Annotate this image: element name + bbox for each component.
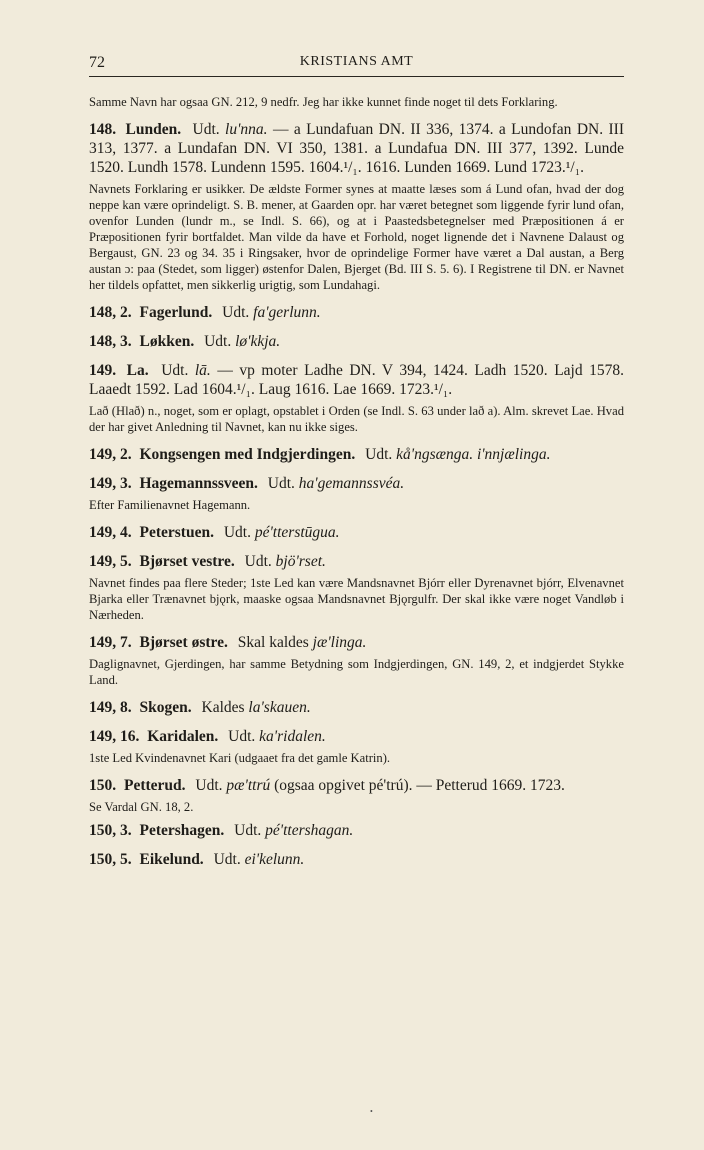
entry-udt: Kaldes <box>201 699 245 716</box>
entry-name: Karidalen. <box>147 728 219 745</box>
entry-udt: Udt. <box>192 121 220 138</box>
entry-pronunciation: lø'kkja. <box>235 333 281 350</box>
entry-number: 148, 2. <box>89 304 132 321</box>
entry-149-5 <box>89 552 624 571</box>
entry-number: 148. <box>89 121 117 138</box>
entry-149-3 <box>89 474 624 493</box>
entry-number: 149, 3. <box>89 475 132 492</box>
entry-pronunciation: lā. <box>194 362 211 379</box>
entry-name: Lunden. <box>125 121 182 138</box>
entry-udt: Udt. <box>195 777 223 794</box>
entry-number: 149, 4. <box>89 524 132 541</box>
entry-pronunciation: pæ'ttrú <box>226 777 271 794</box>
entry-udt: Udt. <box>267 475 295 492</box>
entry-148-2 <box>89 303 624 322</box>
entry-udt: Skal kaldes <box>237 634 309 651</box>
entry-name: Eikelund. <box>139 851 204 868</box>
entry-pronunciation: pé'tterstūgua. <box>254 524 340 541</box>
entry-149-8 <box>89 698 624 717</box>
entry-name: Petershagen. <box>139 822 225 839</box>
entry-name: Kongsengen med Indgjerdingen. <box>139 446 356 463</box>
entry-pronunciation: la'skauen. <box>248 699 311 716</box>
entry-pronunciation: pé'ttershagan. <box>265 822 354 839</box>
entry-148-3 <box>89 332 624 351</box>
note-bjorset: Navnet findes paa flere Steder; 1ste Led kan være Mandsnavnet Bjórr eller Dyrenavnet bjórr, Elvenavnet Bjarka eller Trænavnet bjǫrk, maaske ogsaa Mandsnavnet Bjǫrgulfr. Der skal ikke være noget Vandløb i Nærheden. <box>89 576 624 622</box>
entry-150-3 <box>89 821 624 840</box>
entry-pronunciation: ei'kelunn. <box>244 851 305 868</box>
note-bjorset-ostre: Daglignavnet, Gjerdingen, har samme Betydning som Indgjerdingen, GN. 149, 2, et indgjerdet Stykke Land. <box>89 657 624 687</box>
entry-pronunciation: ka'ridalen. <box>259 728 326 745</box>
entry-number: 149, 2. <box>89 446 132 463</box>
page-number: 72 <box>89 54 105 71</box>
page-header <box>89 54 624 77</box>
entry-number: 150, 3. <box>89 822 132 839</box>
entry-forms: — a Lundafuan DN. II 336, 1374. a Lundofan DN. III 313, 1377. a Lundafan DN. VI 350, 1381. a Lundafua DN. III 377, 1392. Lunde 1520. Lundh 1578. Lundenn 1595. 1604.¹/₁. 1616. Lunden 1669. Lund 1723.¹/₁. <box>89 121 624 176</box>
entry-name: Peterstuen. <box>139 524 214 541</box>
entry-pronunciation: fa'gerlunn. <box>253 304 321 321</box>
entry-name: Bjørset østre. <box>139 634 228 651</box>
entry-number: 149. <box>89 362 117 379</box>
entry-number: 150, 5. <box>89 851 132 868</box>
entry-149-16 <box>89 727 624 746</box>
entry-udt: Udt. <box>228 728 256 745</box>
page-body <box>89 94 624 879</box>
entry-name: Fagerlund. <box>139 304 213 321</box>
entry-udt: Udt. <box>244 553 272 570</box>
entry-number: 148, 3. <box>89 333 132 350</box>
entry-udt: Udt. <box>234 822 262 839</box>
entry-pronunciation: jæ'linga. <box>312 634 367 651</box>
entry-number: 149, 8. <box>89 699 132 716</box>
entry-forms: — vp moter Ladhe DN. V 394, 1424. Ladh 1520. Lajd 1578. Laaedt 1592. Lad 1604.¹/₁. Laug 1616. Lae 1669. 1723.¹/₁. <box>89 362 625 398</box>
entry-pronunciation: bjö'rset. <box>275 553 326 570</box>
entry-pronunciation: kå'ngsænga. i'nnjælinga. <box>396 446 551 463</box>
note-hagemann: Efter Familienavnet Hagemann. <box>89 498 251 512</box>
entry-udt: Udt. <box>222 304 250 321</box>
entry-number: 149, 5. <box>89 553 132 570</box>
entry-udt: Udt. <box>365 446 393 463</box>
entry-forms: (ogsaa opgivet pé'trú). — Petterud 1669. 1723. <box>270 777 565 794</box>
entry-name: Bjørset vestre. <box>139 553 235 570</box>
running-head: KRISTIANS AMT <box>299 54 414 69</box>
entry-udt: Udt. <box>161 362 189 379</box>
entry-149-4 <box>89 523 624 542</box>
entry-number: 150. <box>89 777 117 794</box>
entry-udt: Udt. <box>213 851 241 868</box>
entry-number: 149, 7. <box>89 634 132 651</box>
entry-name: La. <box>126 362 149 379</box>
entry-pronunciation: lu'nna. <box>225 121 268 138</box>
intro-note: Samme Navn har ogsaa GN. 212, 9 nedfr. Jeg har ikke kunnet finde noget til dets Forklaring. <box>89 95 558 109</box>
note-la: Lað (Hlað) n., noget, som er oplagt, opstablet i Orden (se Indl. S. 63 under lað a). Alm. skrevet Lae. Hvad der har givet Anledning til Navnet, kan nu ikke siges. <box>89 404 624 434</box>
entry-149-7 <box>89 633 624 652</box>
entry-name: Skogen. <box>139 699 192 716</box>
entry-150 <box>89 776 624 795</box>
entry-number: 149, 16. <box>89 728 140 745</box>
footer-mark: • <box>370 1107 373 1116</box>
entry-150-5 <box>89 850 624 869</box>
entry-149-2 <box>89 445 624 464</box>
note-lunden: Navnets Forklaring er usikker. De ældste Former synes at maatte læses som á Lund ofan, hvad der dog neppe kan være oprindeligt. S. B. mener, at Gaarden opr. har været betegnet som liggende fyrir lund ofan, ovenfor Lunden (lundr m., se Indl. S. 66), og at i Paastedsbetegnelser med Præpositionen á er Præpositionen fyrir bortfaldet. Man vilde da have et Forhold, noget lignende det i Navnene Dalaust og Bergaust, GN. 23 og 34. 35 i Ringsaker, hvor de oprindelige Former have været a Dal austan, a Berg austan ɔ: paa (Stedet, som ligger) østenfor Dalen, Bjerget (Bd. III S. 5. 6). I Registrene til DN. er Navnet her tildels opfattet, men sikkerlig urigtig, som Lundahagi. <box>89 182 624 292</box>
entry-name: Petterud. <box>124 777 186 794</box>
entry-name: Løkken. <box>139 333 195 350</box>
note-petterud: Se Vardal GN. 18, 2. <box>89 800 194 814</box>
entry-udt: Udt. <box>204 333 232 350</box>
entry-udt: Udt. <box>223 524 251 541</box>
entry-name: Hagemannssveen. <box>139 475 258 492</box>
entry-pronunciation: ha'gemannssvéa. <box>298 475 405 492</box>
entry-148 <box>89 120 624 177</box>
note-karidalen: 1ste Led Kvindenavnet Kari (udgaaet fra det gamle Katrin). <box>89 751 391 765</box>
entry-149 <box>89 361 624 399</box>
